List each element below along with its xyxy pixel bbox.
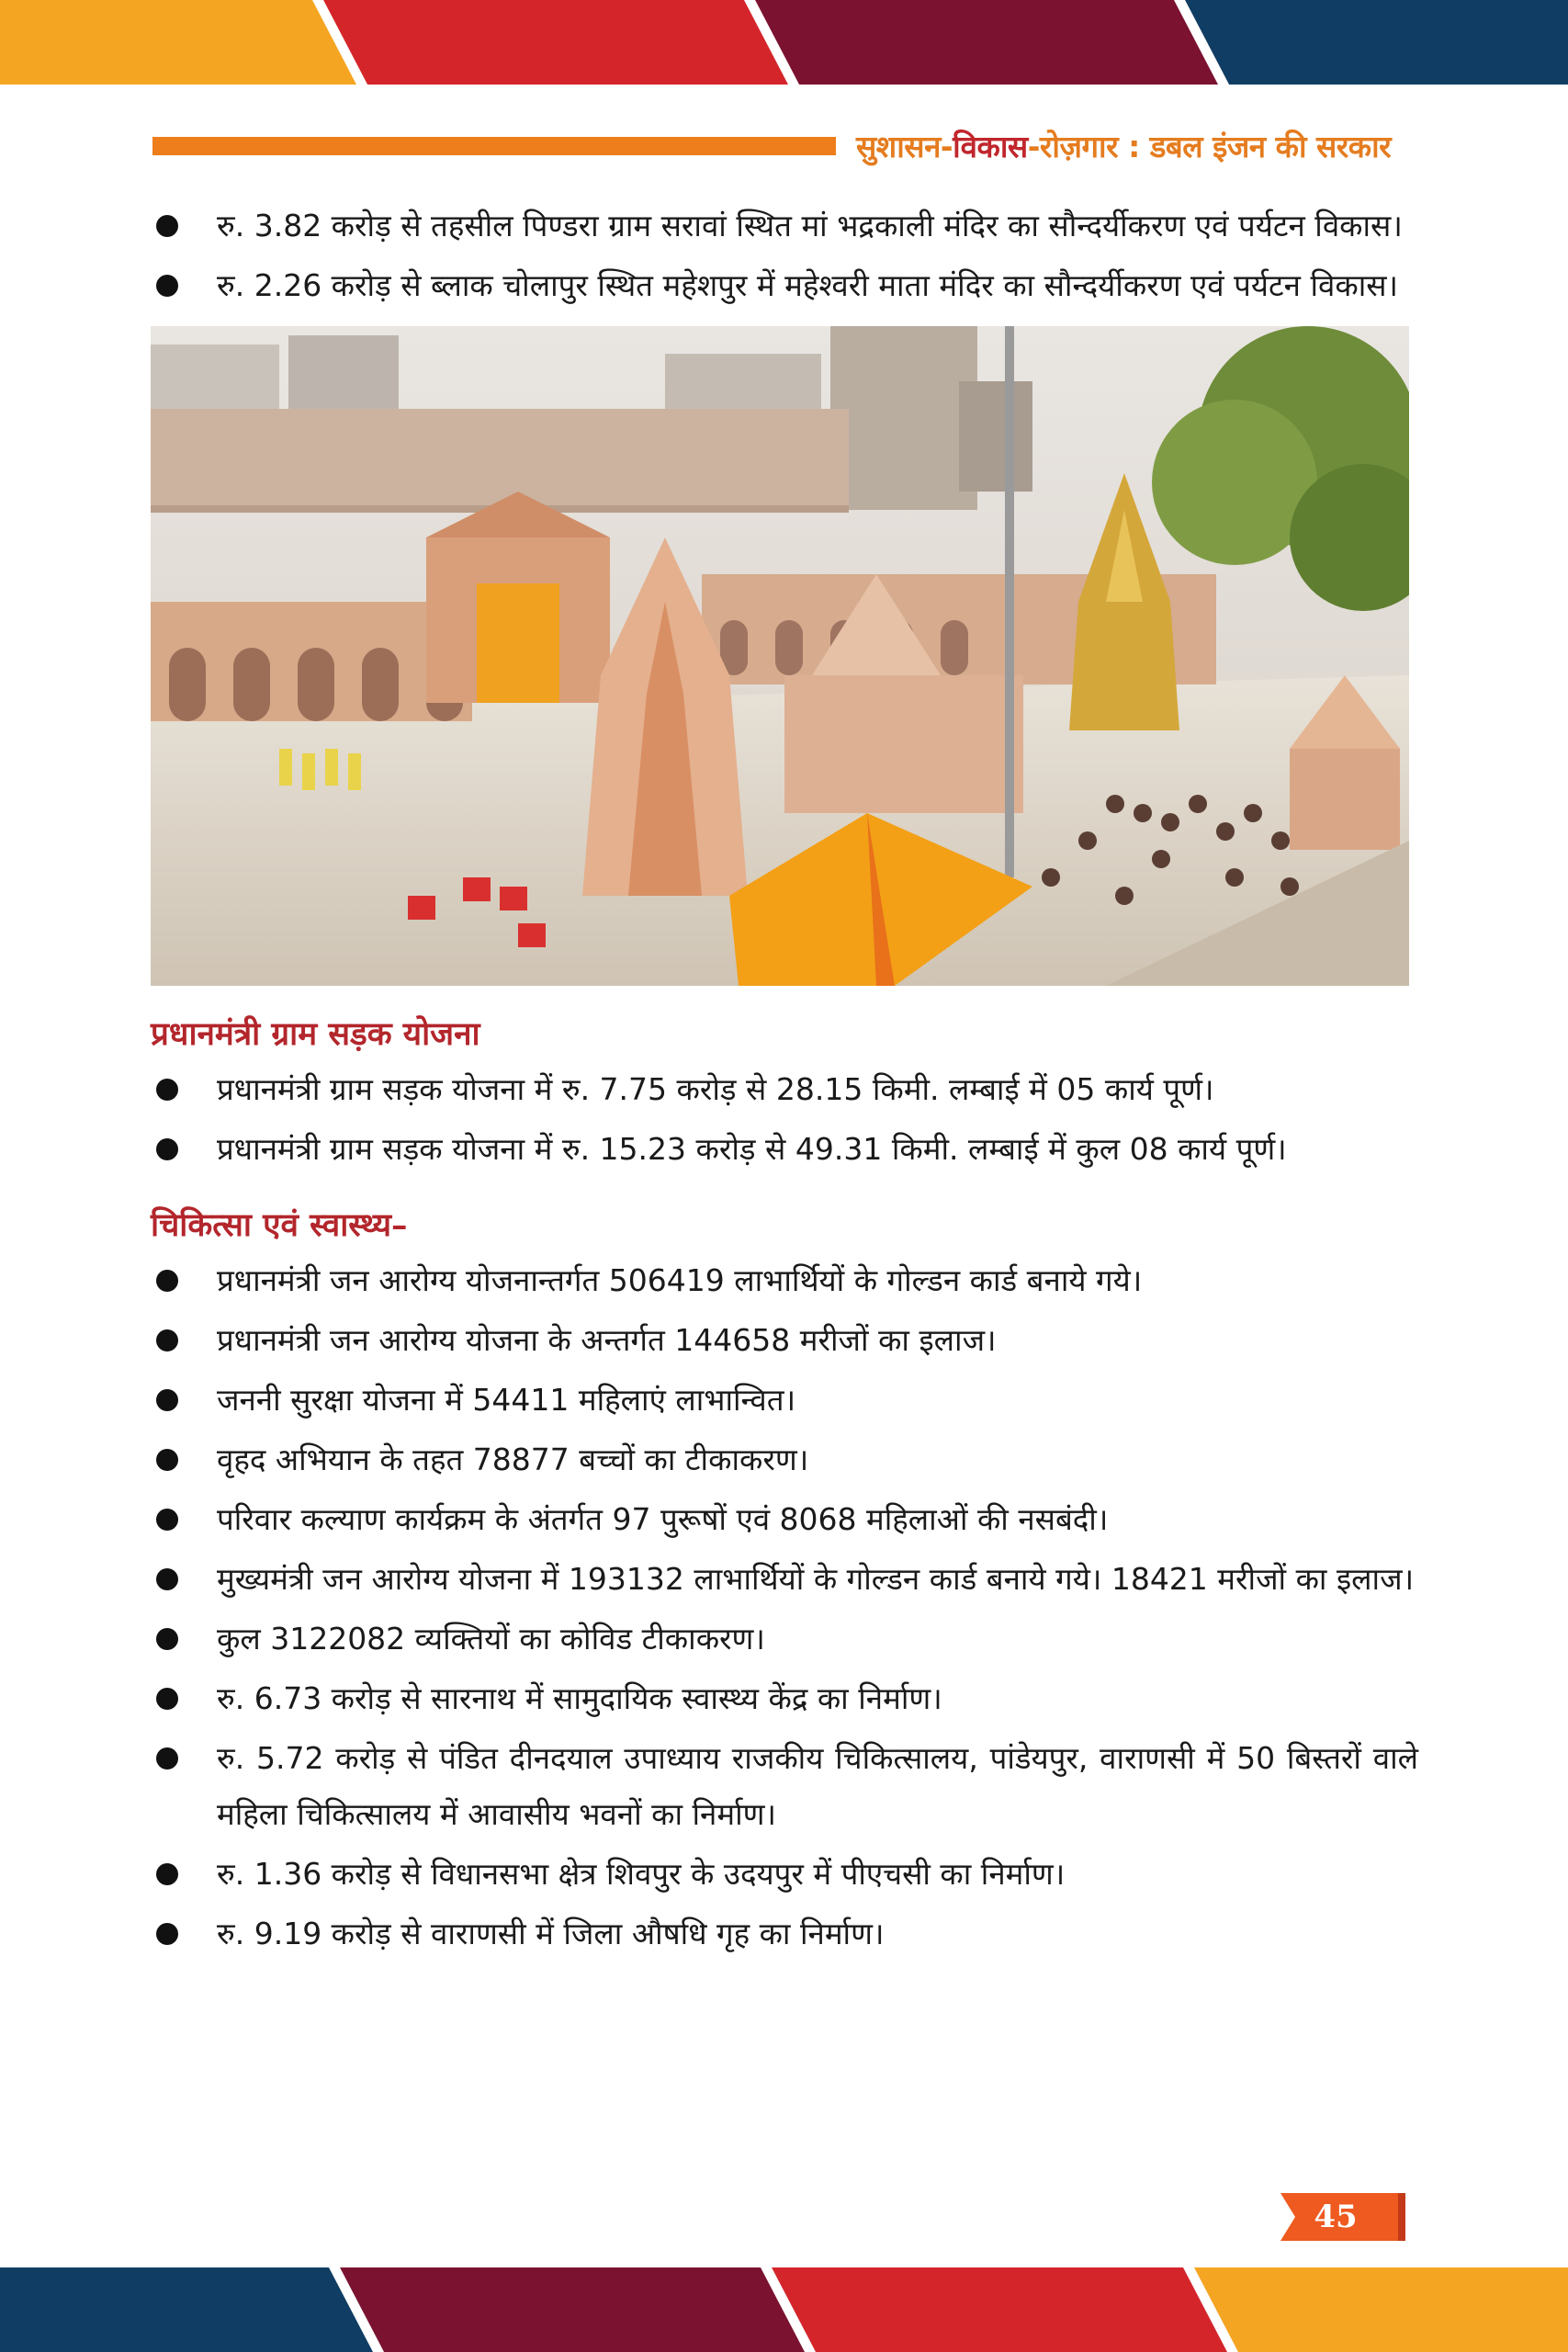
bullet-icon [156, 1270, 178, 1292]
list-item-text: रु. 9.19 करोड़ से वाराणसी में जिला औषधि गृह का निर्माण। [217, 1916, 885, 1951]
list-item [151, 1312, 1418, 1368]
top-color-band [0, 0, 1568, 85]
bullet-icon [156, 1923, 178, 1945]
temple-projects-list [151, 198, 1418, 313]
page-number: 45 [1314, 2199, 1358, 2235]
bottom-color-band [0, 2267, 1568, 2352]
bullet-icon [156, 1079, 178, 1101]
bullet-icon [156, 1329, 178, 1351]
list-item [151, 1491, 1418, 1547]
list-item-text: प्रधानमंत्री जन आरोग्य योजनान्तर्गत 506419 लाभार्थियों के गोल्डन कार्ड बनाये गये। [217, 1262, 1143, 1298]
bullet-icon [156, 1568, 178, 1590]
list-item [151, 1252, 1418, 1308]
list-item-text: रु. 1.36 करोड़ से विधानसभा क्षेत्र शिवपुर के उदयपुर में पीएचसी का निर्माण। [217, 1856, 1066, 1892]
list-item [151, 1061, 1418, 1117]
page-content [151, 198, 1418, 1965]
list-item-text: रु. 3.82 करोड़ से तहसील पिण्डरा ग्राम सरावां स्थित मां भद्रकाली मंदिर का सौन्दर्यीकरण एवं पर्यटन विकास। [217, 208, 1403, 243]
list-item [151, 1905, 1418, 1962]
page-number-tab [1280, 2193, 1409, 2241]
list-item-text: जननी सुरक्षा योजना में 54411 महिलाएं लाभान्वित। [217, 1382, 796, 1418]
header-title-part1: सुशासन- [856, 129, 953, 164]
list-item-text: परिवार कल्याण कार्यक्रम के अंतर्गत 97 पुरूषों एवं 8068 महिलाओं की नसबंदी। [217, 1501, 1109, 1537]
list-item-text: रु. 2.26 करोड़ से ब्लाक चोलापुर स्थित महेशपुर में महेश्वरी माता मंदिर का सौन्दर्यीकरण एवं पर्यटन विकास। [217, 267, 1399, 303]
list-item-text: रु. 5.72 करोड़ से पंडित दीनदयाल उपाध्याय राजकीय चिकित्सालय, पांडेयपुर, वाराणसी में 50 बिस्तरों वाले महिला चिकित्सालय में आवासीय भवनों का निर्माण। [217, 1740, 1418, 1832]
section-heading-health: चिकित्सा एवं स्वास्थ्य– [151, 1206, 408, 1244]
list-item-text: प्रधानमंत्री ग्राम सड़क योजना में रु. 15.23 करोड़ से 49.31 किमी. लम्बाई में कुल 08 कार्य पूर्ण। [217, 1131, 1287, 1167]
health-list [151, 1252, 1418, 1962]
bullet-icon [156, 275, 178, 297]
bullet-icon [156, 1509, 178, 1531]
list-item [151, 1372, 1418, 1428]
list-item-text: मुख्यमंत्री जन आरोग्य योजना में 193132 लाभार्थियों के गोल्डन कार्ड बनाये गये। 18421 मरीजों का इलाज। [217, 1561, 1415, 1597]
list-item-text: प्रधानमंत्री जन आरोग्य योजना के अन्तर्गत 144658 मरीजों का इलाज। [217, 1322, 997, 1358]
header-title-part3: -रोज़गार : डबल इंजन की सरकार [1027, 129, 1392, 164]
list-item-text: रु. 6.73 करोड़ से सारनाथ में सामुदायिक स्वास्थ्य केंद्र का निर्माण। [217, 1680, 942, 1716]
header-title [856, 125, 1416, 166]
bullet-icon [156, 1449, 178, 1471]
header-rule [152, 137, 836, 155]
list-item [151, 257, 1418, 313]
bullet-icon [156, 1389, 178, 1411]
bullet-icon [156, 1747, 178, 1770]
list-item [151, 1551, 1418, 1607]
list-item-text: कुल 3122082 व्यक्तियों का कोविड टीकाकरण। [217, 1621, 765, 1657]
list-item [151, 1846, 1418, 1902]
list-item-text: वृहद अभियान के तहत 78877 बच्चों का टीकाकरण। [217, 1442, 809, 1477]
list-item [151, 1730, 1418, 1842]
bullet-icon [156, 1688, 178, 1710]
list-item [151, 1611, 1418, 1667]
list-item [151, 1121, 1418, 1177]
section-heading-pmgsy: प्रधानमंत्री ग्राम सड़क योजना [151, 1015, 480, 1053]
header-title-part2: विकास [953, 129, 1028, 164]
list-item [151, 198, 1418, 254]
list-item [151, 1670, 1418, 1726]
list-item [151, 1431, 1418, 1487]
bullet-icon [156, 1138, 178, 1160]
bullet-icon [156, 1863, 178, 1885]
list-item-text: प्रधानमंत्री ग्राम सड़क योजना में रु. 7.75 करोड़ से 28.15 किमी. लम्बाई में 05 कार्य पूर्ण। [217, 1071, 1214, 1107]
road-scheme-list [151, 1061, 1418, 1177]
temple-photo [151, 326, 1409, 986]
bullet-icon [156, 1628, 178, 1650]
bullet-icon [156, 215, 178, 237]
